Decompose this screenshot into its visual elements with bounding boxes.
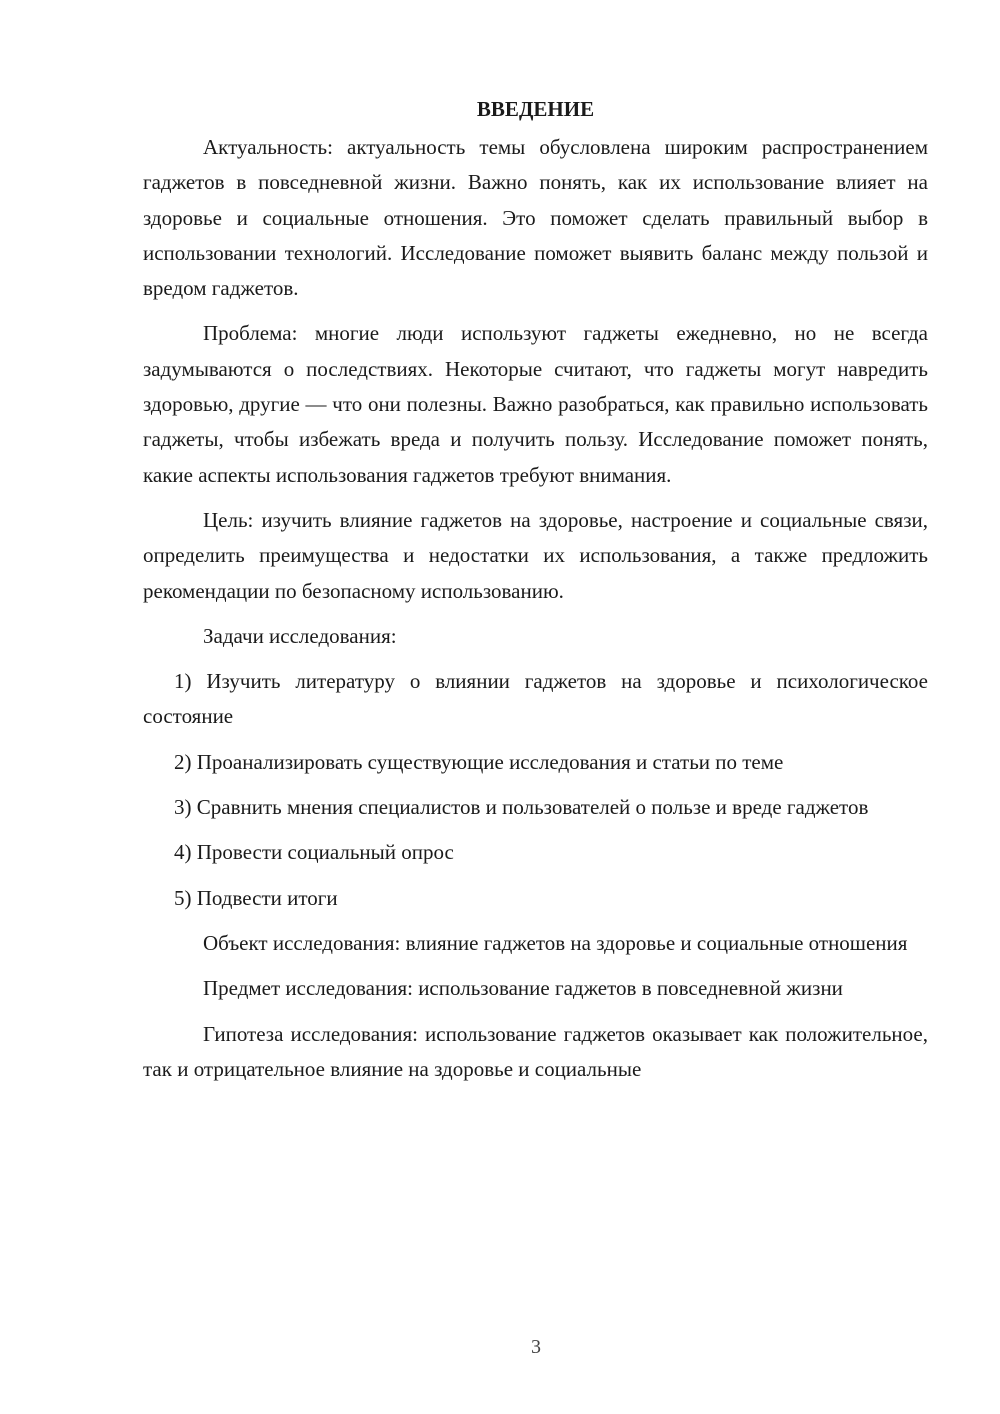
paragraph-hypothesis: Гипотеза исследования: использование гаджетов оказывает как положительное, так и отрицательное влияние на здоровье и социальные	[143, 1021, 928, 1081]
paragraph-problem: Проблема: многие люди используют гаджеты ежедневно, но не всегда задумываются о последствиях. Некоторые считают, что гаджеты могут навредить здоровью, другие — что они полезны. Важно разобраться, как правильно использовать гаджеты, чтобы избежать вреда и получить пользу. Исследование поможет понять, какие аспекты использования гаджетов требуют внимания.	[143, 321, 928, 487]
task-item-5: 5) Подвести итоги	[174, 885, 338, 910]
task-item-2: 2) Проанализировать существующие исследования и статьи по теме	[174, 749, 784, 774]
paragraph-tasks-heading: Задачи исследования:	[203, 623, 397, 648]
section-title: ВВЕДЕНИЕ	[476, 97, 595, 121]
paragraph-goal: Цель: изучить влияние гаджетов на здоровье, настроение и социальные связи, определить преимущества и недостатки их использования, а также предложить рекомендации по безопасному использованию.	[143, 507, 928, 603]
page-number: 3	[531, 1336, 541, 1358]
paragraph-object: Объект исследования: влияние гаджетов на здоровье и социальные отношения	[203, 930, 908, 955]
task-item-4: 4) Провести социальный опрос	[174, 840, 454, 865]
paragraph-relevance: Актуальность: актуальность темы обусловлена широким распространением гаджетов в повседневной жизни. Важно понять, как их использование влияет на здоровье и социальные отношения. Это поможет сделать правильный выбор в использовании технологий. Исследование поможет выявить баланс между пользой и вредом гаджетов.	[143, 135, 928, 301]
document-page	[143, 92, 928, 1097]
task-item-1: 1) Изучить литературу о влиянии гаджетов на здоровье и психологическое состояние	[143, 669, 928, 729]
task-item-3: 3) Сравнить мнения специалистов и пользователей о пользе и вреде гаджетов	[174, 795, 869, 820]
paragraph-subject: Предмет исследования: использование гаджетов в повседневной жизни	[203, 976, 843, 1001]
